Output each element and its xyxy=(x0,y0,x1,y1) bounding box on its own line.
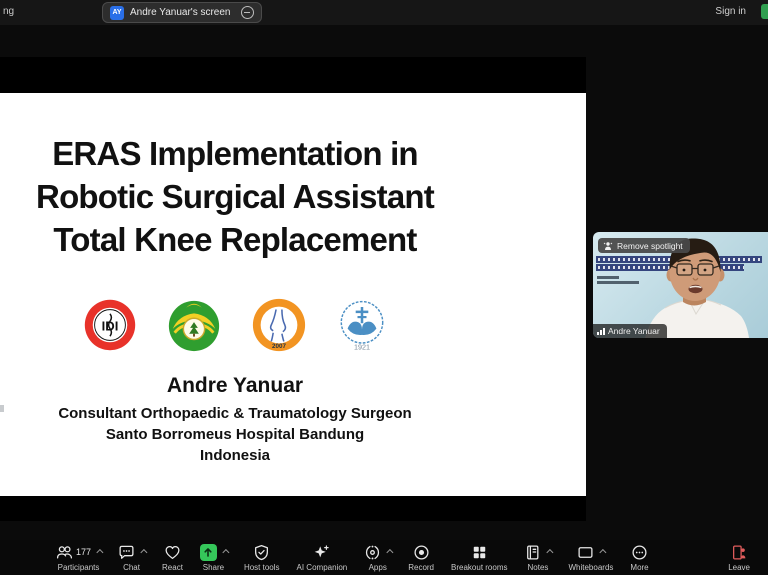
meeting-topbar xyxy=(0,0,768,25)
participant-name: Andre Yanuar xyxy=(608,325,660,336)
logo-row xyxy=(0,296,470,354)
slide-content xyxy=(0,93,470,466)
host-tools-button[interactable]: Host tools xyxy=(244,544,280,572)
chevron-up-icon[interactable] xyxy=(222,548,229,555)
ai-companion-button[interactable]: AI Companion xyxy=(297,544,348,572)
shared-screen-tab-title: Andre Yanuar's screen xyxy=(130,7,231,18)
participants-count: 177 xyxy=(76,547,92,557)
hip-knee-society-logo xyxy=(250,296,308,354)
slide-title xyxy=(0,133,470,262)
audio-signal-icon xyxy=(597,328,605,335)
remove-spotlight-button[interactable] xyxy=(598,238,690,253)
svg-text:2007: 2007 xyxy=(271,342,286,350)
slide-title-line: ERAS Implementation in xyxy=(52,135,418,172)
chevron-up-icon[interactable] xyxy=(387,548,394,555)
presenter-role: Consultant Orthopaedic & Traumatology Surgeon xyxy=(58,404,412,422)
whiteboards-button[interactable]: Whiteboards xyxy=(568,544,613,572)
notes-button[interactable]: Notes xyxy=(524,544,551,572)
shared-screen-view xyxy=(0,57,586,521)
more-button[interactable]: More xyxy=(630,544,648,572)
notes-icon xyxy=(524,544,541,561)
heart-icon xyxy=(164,544,181,561)
sign-in-link[interactable]: Sign in xyxy=(715,6,746,17)
slide-title-line: Robotic Surgical Assistant xyxy=(36,177,434,215)
chevron-up-icon[interactable] xyxy=(600,548,607,555)
participants-button[interactable]: 177 Participants xyxy=(56,544,101,572)
svg-text:IDI: IDI xyxy=(101,318,118,334)
react-button[interactable]: React xyxy=(162,544,183,572)
breakout-rooms-icon xyxy=(471,544,488,561)
breakout-rooms-button[interactable]: Breakout rooms xyxy=(451,544,507,572)
record-button[interactable]: Record xyxy=(408,544,434,572)
meeting-toolbar xyxy=(0,540,768,575)
corner-badge xyxy=(761,4,768,19)
idi-medical-association-logo xyxy=(82,296,138,354)
meeting-stage xyxy=(0,25,768,540)
presenter-name: Andre Yanuar xyxy=(166,373,304,397)
apps-button[interactable]: Apps xyxy=(364,544,391,572)
shield-icon xyxy=(253,544,270,561)
record-icon xyxy=(413,544,430,561)
apps-icon xyxy=(364,544,381,561)
leave-icon xyxy=(731,544,748,561)
topbar-partial-text: ng xyxy=(3,6,15,17)
collapse-icon[interactable] xyxy=(241,6,254,19)
presentation-slide xyxy=(0,93,586,496)
chevron-up-icon[interactable] xyxy=(96,548,103,555)
presenter-country: Indonesia xyxy=(199,447,270,465)
share-screen-icon xyxy=(200,544,217,561)
leave-button[interactable]: Leave xyxy=(728,544,750,572)
participant-name-tag xyxy=(593,324,667,339)
remove-spotlight-label: Remove spotlight xyxy=(617,240,683,251)
participants-icon xyxy=(56,544,73,561)
svg-text:1921: 1921 xyxy=(353,341,370,351)
sparkle-icon xyxy=(313,544,330,561)
presenter-hospital: Santo Borromeus Hospital Bandung xyxy=(105,425,365,443)
presenter-details xyxy=(0,404,470,467)
video-tile[interactable] xyxy=(593,232,768,338)
slide-title-line: Total Knee Replacement xyxy=(53,220,417,258)
shared-screen-tab[interactable] xyxy=(102,2,262,23)
more-icon xyxy=(631,544,648,561)
whiteboard-icon xyxy=(577,544,594,561)
share-button[interactable]: Share xyxy=(200,544,227,572)
spotlight-icon xyxy=(603,241,613,251)
chevron-up-icon[interactable] xyxy=(547,548,554,555)
chat-icon xyxy=(118,544,135,561)
chevron-up-icon[interactable] xyxy=(140,548,147,555)
avatar: AY xyxy=(110,6,124,20)
chat-button[interactable]: Chat xyxy=(118,544,145,572)
orthopaedic-association-logo xyxy=(165,296,223,354)
borromeus-hospital-logo xyxy=(335,296,389,354)
